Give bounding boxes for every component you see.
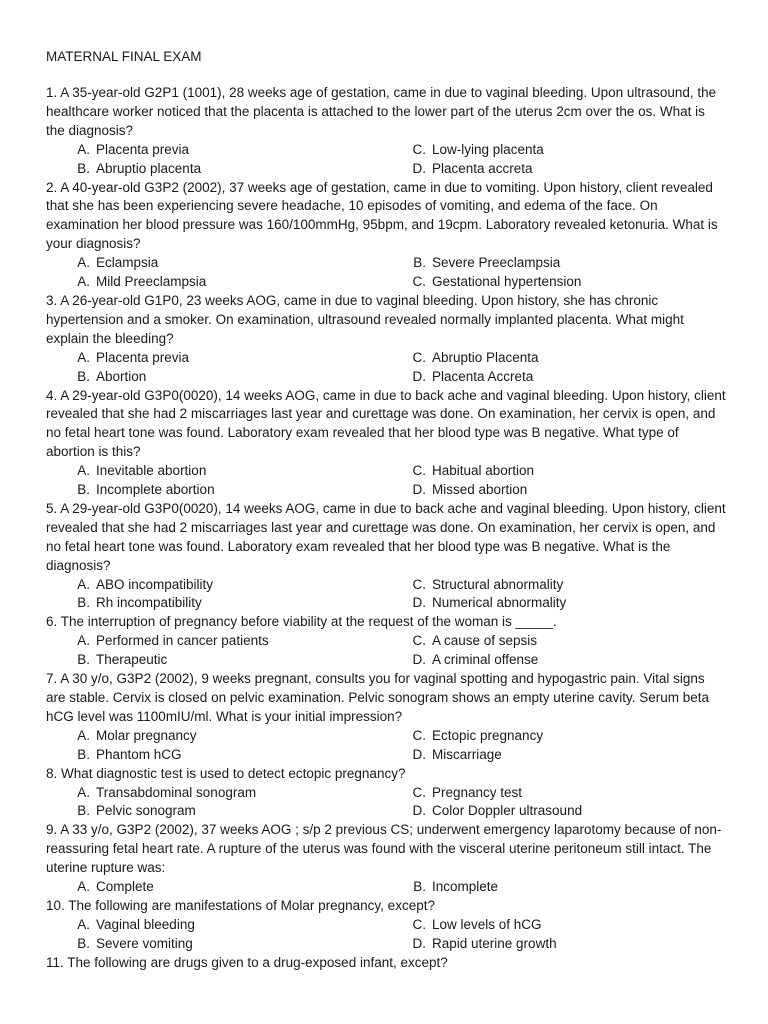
question-item	[46, 765, 726, 822]
option-list	[46, 576, 726, 614]
option-letter: B.	[77, 746, 90, 762]
option-list	[46, 878, 726, 897]
option-text: Severe Preeclampsia	[432, 255, 561, 271]
option-letter: A.	[77, 727, 90, 743]
option-text: Rapid uterine growth	[432, 935, 557, 951]
option-text: Transabdominal sonogram	[96, 784, 257, 800]
answer-option	[406, 160, 726, 179]
answer-option	[406, 935, 726, 954]
option-letter: A.	[77, 576, 90, 592]
option-letter: C.	[412, 274, 426, 290]
answer-option	[46, 727, 406, 746]
option-letter: B.	[77, 652, 90, 668]
answer-option	[406, 651, 726, 670]
answer-option	[406, 273, 726, 292]
option-text: Placenta previa	[96, 349, 190, 365]
option-text: Therapeutic	[96, 652, 168, 668]
option-text: Placenta accreta	[432, 160, 533, 176]
option-text: Numerical abnormality	[432, 595, 567, 611]
option-text: Rh incompatibility	[96, 595, 202, 611]
option-letter: A.	[77, 879, 90, 895]
question-item	[46, 179, 726, 292]
option-letter: D.	[412, 368, 426, 384]
option-text: Complete	[96, 879, 154, 895]
option-text: Phantom hCG	[96, 746, 182, 762]
answer-option	[406, 784, 726, 803]
option-text: Performed in cancer patients	[96, 633, 269, 649]
answer-option	[46, 935, 406, 954]
option-letter: B.	[77, 595, 90, 611]
answer-option	[46, 746, 406, 765]
answer-option	[406, 878, 726, 897]
option-letter: B.	[77, 482, 90, 498]
question-text: 1. A 35-year-old G2P1 (1001), 28 weeks age of gestation, came in due to vaginal bleeding. Upon ultrasound, the healthcare worker noticed that the placenta is attached to the lower part of the uterus 2cm over the os. What is the diagnosis?	[46, 85, 717, 138]
answer-option	[406, 576, 726, 595]
option-text: Placenta previa	[96, 141, 190, 157]
option-text: Abruptio placenta	[96, 160, 202, 176]
option-list	[46, 727, 726, 765]
question-text: 3. A 26-year-old G1P0, 23 weeks AOG, came in due to vaginal bleeding. Upon history, she has chronic hypertension and a smoker. On examination, ultrasound revealed normally implanted placenta. What might explain the bleeding?	[46, 292, 684, 346]
answer-option	[406, 481, 726, 500]
answer-option	[406, 746, 726, 765]
option-text: A cause of sepsis	[432, 633, 538, 649]
option-text: Vaginal bleeding	[96, 916, 195, 932]
option-letter: C.	[412, 784, 426, 800]
answer-option	[46, 481, 406, 500]
option-letter: D.	[412, 746, 426, 762]
option-text: Mild Preeclampsia	[96, 274, 207, 290]
question-item	[46, 954, 726, 973]
answer-option	[406, 349, 726, 368]
option-list	[46, 632, 726, 670]
option-letter: C.	[412, 463, 426, 479]
question-list	[46, 84, 726, 973]
question-item	[46, 670, 726, 765]
answer-option	[46, 651, 406, 670]
option-text: Habitual abortion	[432, 463, 535, 479]
option-text: Placenta Accreta	[432, 368, 534, 384]
option-text: Inevitable abortion	[96, 463, 207, 479]
option-text: Incomplete	[432, 879, 499, 895]
question-item	[46, 897, 726, 954]
option-letter: D.	[412, 935, 426, 951]
answer-option	[46, 254, 406, 273]
answer-option	[46, 462, 406, 481]
option-text: Color Doppler ultrasound	[432, 803, 583, 819]
option-list	[46, 462, 726, 500]
answer-option	[406, 594, 726, 613]
question-item	[46, 387, 726, 500]
option-letter: B.	[77, 368, 90, 384]
option-letter: A.	[77, 784, 90, 800]
option-letter: B.	[413, 879, 426, 895]
option-text: Ectopic pregnancy	[432, 727, 544, 743]
question-item	[46, 500, 726, 613]
answer-option	[46, 349, 406, 368]
question-text: 9. A 33 y/o, G3P2 (2002), 37 weeks AOG ; s/p 2 previous CS; underwent emergency laparotomy because of non-reassuring fetal heart rate. A rupture of the uterus was found with the visceral uterine peritoneum still intact. The uterine rupture was:	[46, 822, 722, 876]
answer-option	[406, 462, 726, 481]
option-list	[46, 916, 726, 954]
option-letter: A.	[77, 255, 90, 271]
option-text: Pregnancy test	[432, 784, 523, 800]
question-item	[46, 613, 726, 670]
question-text: 6. The interruption of pregnancy before viability at the request of the woman is _____.	[46, 614, 557, 630]
option-text: Gestational hypertension	[432, 274, 582, 290]
option-letter: B.	[77, 160, 90, 176]
option-letter: A.	[77, 141, 90, 157]
question-item	[46, 292, 726, 387]
option-letter: D.	[412, 803, 426, 819]
answer-option	[46, 916, 406, 935]
option-text: Structural abnormality	[432, 576, 564, 592]
answer-option	[46, 368, 406, 387]
option-text: A criminal offense	[432, 652, 539, 668]
option-letter: B.	[77, 803, 90, 819]
answer-option	[406, 802, 726, 821]
page-title: MATERNAL FINAL EXAM	[46, 49, 202, 64]
answer-option	[406, 727, 726, 746]
answer-option	[46, 784, 406, 803]
option-text: Pelvic sonogram	[96, 803, 196, 819]
answer-option	[46, 802, 406, 821]
option-letter: A.	[77, 463, 90, 479]
option-list	[46, 784, 726, 822]
option-text: Abruptio Placenta	[432, 349, 539, 365]
question-text: 7. A 30 y/o, G3P2 (2002), 9 weeks pregnant, consults you for vaginal spotting and hypogastric pain. Vital signs are stable. Cervix is closed on pelvic examination. Pelvic sonogram shows an empty uterine cavity. Serum beta hCG level was 1100mIU/ml. What is your initial impression?	[46, 671, 710, 724]
option-text: ABO incompatibility	[96, 576, 214, 592]
question-text: 8. What diagnostic test is used to detect ectopic pregnancy?	[46, 765, 406, 781]
answer-option	[406, 254, 726, 273]
option-text: Missed abortion	[432, 482, 528, 498]
option-text: Eclampsia	[96, 255, 159, 271]
question-text: 11. The following are drugs given to a drug-exposed infant, except?	[46, 954, 448, 970]
option-letter: B.	[77, 935, 90, 951]
question-text: 5. A 29-year-old G3P0(0020), 14 weeks AOG, came in due to back ache and vaginal bleeding. Upon history, client revealed that she had 2 miscarriages last year and curettage was done. On examination, her cervix is open, and no fetal heart tone was found. Laboratory exam revealed that her blood type was B negative. What is the diagnosis?	[46, 500, 726, 573]
answer-option	[46, 273, 406, 292]
question-item	[46, 84, 726, 179]
answer-option	[46, 632, 406, 651]
option-text: Abortion	[96, 368, 147, 384]
option-list	[46, 349, 726, 387]
question-text: 2. A 40-year-old G3P2 (2002), 37 weeks age of gestation, came in due to vomiting. Upon history, client revealed that she has been experiencing severe headache, 10 episodes of vomiting, and edema of the face. On examination her blood pressure was 160/100mmHg, 95bpm, and 19cpm. Laboratory revealed ketonuria. What is your diagnosis?	[46, 179, 718, 252]
option-letter: A.	[77, 916, 90, 932]
question-text: 10. The following are manifestations of Molar pregnancy, except?	[46, 897, 435, 913]
question-item	[46, 821, 726, 897]
answer-option	[46, 141, 406, 160]
option-list	[46, 254, 726, 292]
option-letter: B.	[413, 255, 426, 271]
answer-option	[406, 916, 726, 935]
question-text: 4. A 29-year-old G3P0(0020), 14 weeks AOG, came in due to back ache and vaginal bleeding. Upon history, client revealed that she had 2 miscarriages last year and curettage was done. On examination, her cervix is open, and no fetal heart tone was found. Laboratory exam revealed that her blood type was B negative. What type of abortion is this?	[46, 387, 726, 460]
option-text: Incomplete abortion	[96, 482, 215, 498]
answer-option	[46, 594, 406, 613]
answer-option	[406, 368, 726, 387]
option-letter: D.	[412, 652, 426, 668]
option-letter: C.	[412, 141, 426, 157]
option-text: Severe vomiting	[96, 935, 193, 951]
answer-option	[406, 632, 726, 651]
answer-option	[46, 878, 406, 897]
option-letter: C.	[412, 916, 426, 932]
option-text: Miscarriage	[432, 746, 502, 762]
answer-option	[46, 160, 406, 179]
option-letter: C.	[412, 633, 426, 649]
option-letter: C.	[412, 349, 426, 365]
option-letter: A.	[77, 633, 90, 649]
option-letter: C.	[412, 727, 426, 743]
option-text: Low levels of hCG	[432, 916, 542, 932]
answer-option	[46, 576, 406, 595]
option-letter: A.	[77, 349, 90, 365]
option-list	[46, 141, 726, 179]
option-text: Low-lying placenta	[432, 141, 544, 157]
option-letter: D.	[412, 595, 426, 611]
option-letter: A.	[77, 274, 90, 290]
option-letter: D.	[412, 160, 426, 176]
answer-option	[406, 141, 726, 160]
option-text: Molar pregnancy	[96, 727, 197, 743]
option-letter: D.	[412, 482, 426, 498]
option-letter: C.	[412, 576, 426, 592]
